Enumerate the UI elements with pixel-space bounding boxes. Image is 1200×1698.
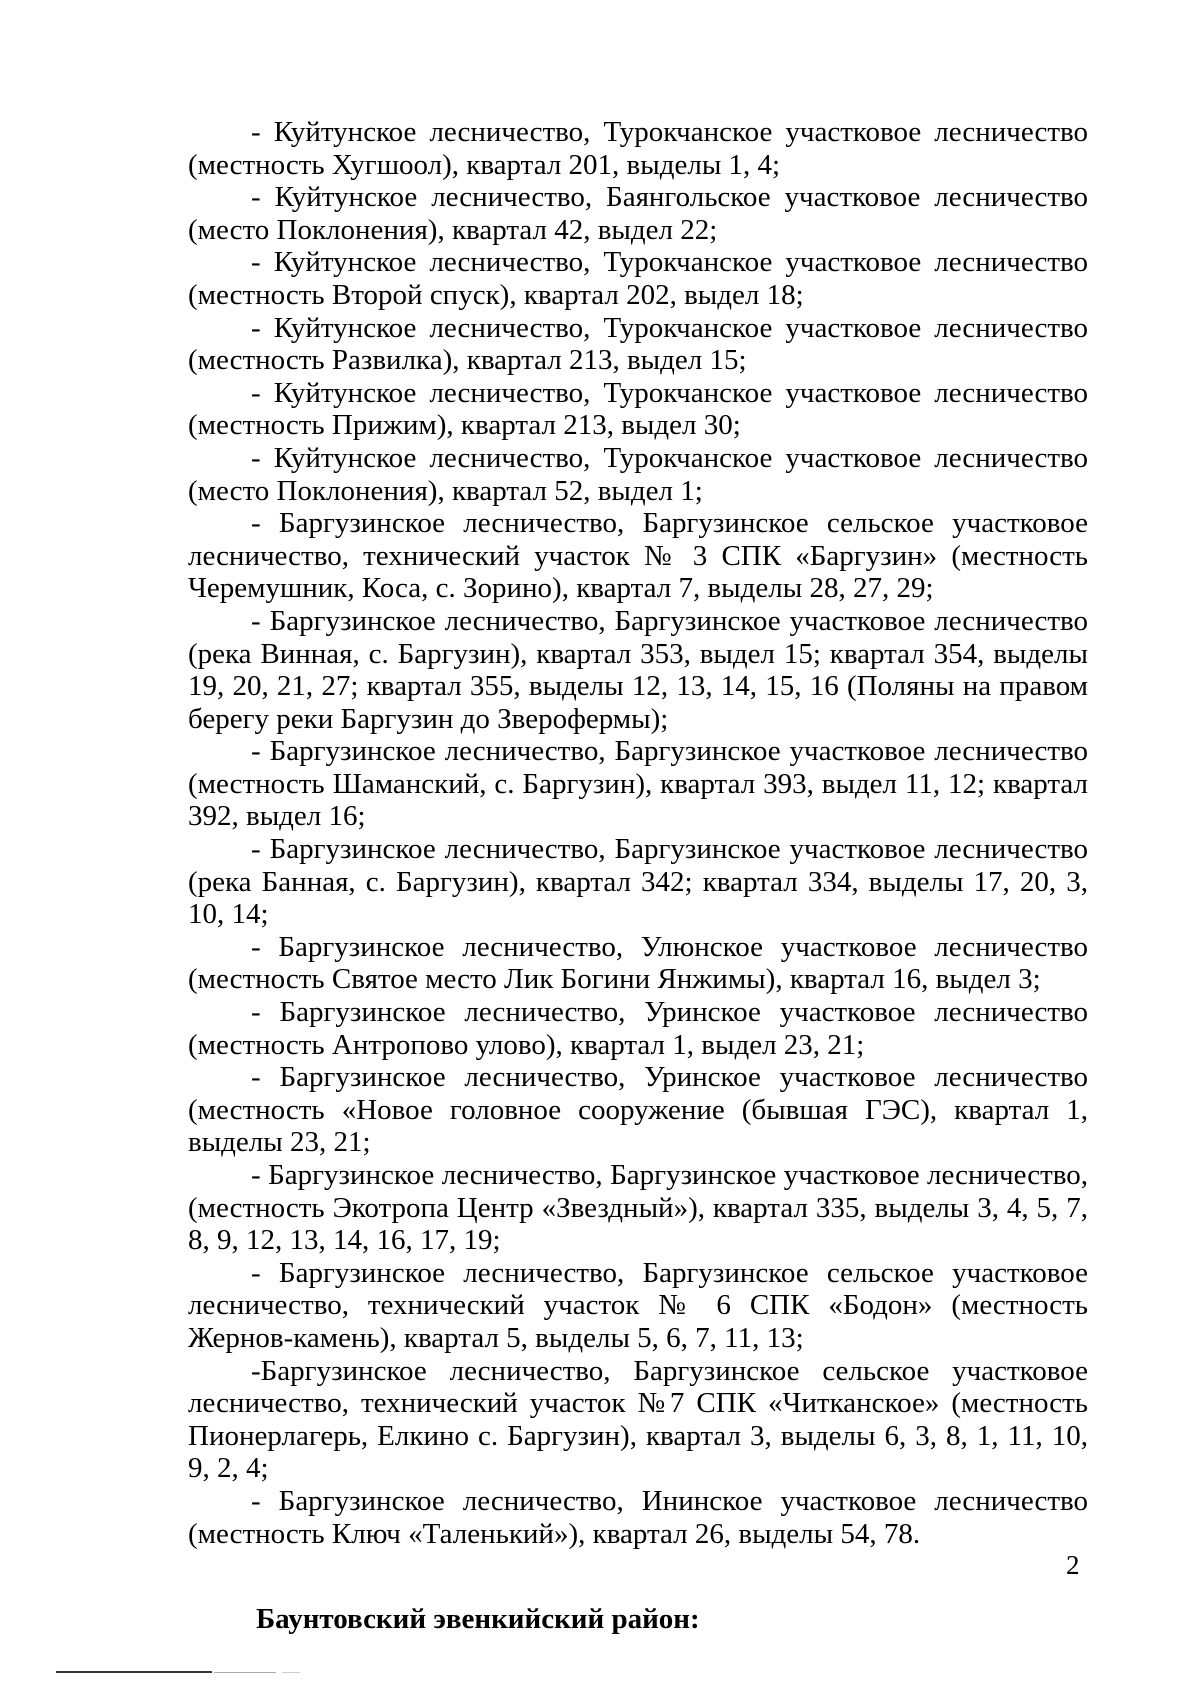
list-item: - Баргузинское лесничество, Улюнское участковое лесничество (местность Святое место Лик Богини Янжимы), квартал 16, выдел 3; bbox=[188, 930, 1088, 996]
list-item: - Куйтунское лесничество, Турокчанское участковое лесничество (местность Второй спуск), квартал 202, выдел 18; bbox=[188, 246, 1088, 311]
list-item: - Баргузинское лесничество, Баргузинское участковое лесничество (река Винная, с. Баргузин), квартал 353, выдел 15; квартал 354, выделы 19, 20, 21, 27; квартал 355, выделы 12, 13, 14, 15, 16 (Поляны на правом берегу реки Баргузин до Зверофермы); bbox=[188, 604, 1088, 735]
list-item: - Куйтунское лесничество, Баянгольское участковое лесничество (место Поклонения), квартал 42, выдел 22; bbox=[188, 181, 1088, 246]
list-item: - Баргузинское лесничество, Баргузинское сельское участковое лесничество, технический участок № 6 СПК «Бодон» (местность Жернов-камень), квартал 5, выделы 5, 6, 7, 11, 13; bbox=[188, 1256, 1088, 1354]
section-heading: Баунтовский эвенкийский район: bbox=[256, 1603, 700, 1636]
list-item: - Куйтунское лесничество, Турокчанское участковое лесничество (место Поклонения), квартал 52, выдел 1; bbox=[188, 441, 1088, 507]
list-item: -Баргузинское лесничество, Баргузинское сельское участковое лесничество, технический участок №7 СПК «Читканское» (местность Пионерлагерь, Елкино с. Баргузин), квартал 3, выделы 6, 3, 8, 1, 11, 10, 9, 2, 4; bbox=[188, 1354, 1088, 1485]
list-item: - Баргузинское лесничество, Уринское участковое лесничество (местность «Новое головное сооружение (бывшая ГЭС), квартал 1, выделы 23, 21; bbox=[188, 1061, 1088, 1159]
list-item: - Баргузинское лесничество, Баргузинское участковое лесничество (местность Шаманский, с. Баргузин), квартал 393, выдел 11, 12; квартал 392, выдел 16; bbox=[188, 735, 1088, 833]
list-item: - Баргузинское лесничество, Ининское участковое лесничество (местность Ключ «Таленький»), квартал 26, выделы 54, 78. bbox=[188, 1484, 1088, 1550]
scan-artifact-line bbox=[214, 1672, 276, 1673]
list-item: - Куйтунское лесничество, Турокчанское участковое лесничество (местность Хугшоол), квартал 201, выделы 1, 4; bbox=[188, 116, 1088, 181]
page-number: 2 bbox=[1066, 1550, 1080, 1580]
list-item: - Куйтунское лесничество, Турокчанское участковое лесничество (местность Прижим), квартал 213, выдел 30; bbox=[188, 376, 1088, 442]
scan-artifact-line bbox=[282, 1672, 300, 1673]
list-item: - Куйтунское лесничество, Турокчанское участковое лесничество (местность Развилка), квартал 213, выдел 15; bbox=[188, 311, 1088, 377]
document-body bbox=[188, 116, 1088, 1636]
list-item: - Баргузинское лесничество, Баргузинское сельское участковое лесничество, технический участок № 3 СПК «Баргузин» (местность Черемушник, Коса, с. Зорино), квартал 7, выделы 28, 27, 29; bbox=[188, 507, 1088, 605]
list-item: - Баргузинское лесничество, Уринское участковое лесничество (местность Антропово улово), квартал 1, выдел 23, 21; bbox=[188, 996, 1088, 1061]
list-item: - Баргузинское лесничество, Баргузинское участковое лесничество (река Банная, с. Баргузин), квартал 342; квартал 334, выделы 17, 20, 3, 10, 14; bbox=[188, 833, 1088, 931]
list-item: - Баргузинское лесничество, Баргузинское участковое лесничество, (местность Экотропа Центр «Звездный»), квартал 335, выделы 3, 4, 5, 7, 8, 9, 12, 13, 14, 16, 17, 19; bbox=[188, 1159, 1088, 1257]
scan-artifact-line bbox=[56, 1671, 212, 1673]
